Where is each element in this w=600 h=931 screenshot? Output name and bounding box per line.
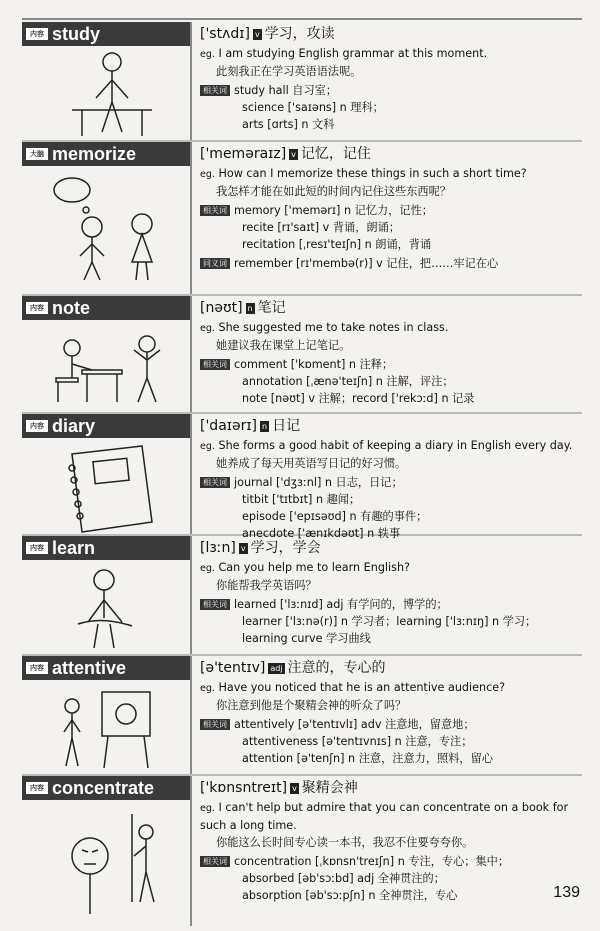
related-word: science ['saɪəns] n 理科；: [242, 101, 384, 114]
headword: diary: [52, 416, 96, 436]
entry-badge: 内容: [26, 420, 48, 432]
related-word: learned ['lɜːnɪd] adj 有学问的，博学的；: [234, 598, 448, 611]
word-header: [22, 656, 190, 680]
meaning: 聚精会神: [301, 780, 358, 796]
meaning: 日记: [272, 418, 301, 434]
entry-attentive: [22, 656, 582, 776]
pronunciation: ['meməraɪz]: [200, 146, 287, 162]
meaning: 注意的，专心的: [287, 660, 386, 676]
illustration-note-taking-icon: [42, 326, 172, 406]
related-word: episode ['epɪsəʊd] n 有趣的事件；: [242, 510, 428, 523]
entry-learn: [22, 536, 582, 656]
entry-badge: 内容: [26, 662, 48, 674]
word-header: [22, 296, 190, 320]
related-word: attention [ə'tenʃn] n 注意，注意力，照料，留心: [242, 752, 493, 765]
related-word: absorbed [əb'sɔːbd] adj 全神贯注的；: [242, 872, 445, 885]
entry-left-panel: [22, 142, 192, 294]
example-en: I am studying English grammar at this moment.: [218, 47, 488, 60]
related-word: note [nəʊt] v 注解；record ['rekɔːd] n 记录: [242, 392, 475, 405]
illustration-notebook-icon: [42, 444, 172, 534]
illustration-thinking-people-icon: [42, 172, 172, 282]
related-tag: 相关词: [200, 599, 230, 610]
part-of-speech: n: [247, 304, 253, 313]
synonym-word: remember [rɪ'membə(r)] v 记住，把……牢记在心: [234, 257, 499, 270]
related-tag: 相关词: [200, 477, 230, 488]
entry-badge: 内容: [26, 782, 48, 794]
meaning: 记忆，记住: [300, 146, 371, 162]
pronunciation: ['daɪərɪ]: [200, 418, 258, 434]
related-word: journal ['dʒɜːnl] n 日志，日记；: [234, 476, 403, 489]
example-label: eg.: [200, 323, 215, 334]
illustration-student-icon: [42, 52, 172, 137]
example-en: Can you help me to learn English?: [218, 561, 410, 574]
word-header: [22, 414, 190, 438]
entry-study: [22, 22, 582, 142]
entry-left-panel: [22, 536, 192, 654]
related-word: memory ['memərɪ] n 记忆力，记性；: [234, 204, 433, 217]
entry-badge: 内容: [26, 28, 48, 40]
example-label: eg.: [200, 441, 215, 452]
example-en: She forms a good habit of keeping a diary in English every day.: [218, 439, 573, 452]
pronunciation: [lɜːn]: [200, 540, 236, 556]
example-en: She suggested me to take notes in class.: [218, 321, 449, 334]
example-label: eg.: [200, 683, 215, 694]
part-of-speech: v: [291, 150, 296, 159]
headword: note: [52, 298, 90, 318]
word-header: [22, 536, 190, 560]
part-of-speech: n: [262, 422, 268, 431]
meaning: 学习，攻读: [264, 26, 335, 42]
related-word: recite [rɪ'saɪt] v 背诵，朗诵；: [242, 221, 400, 234]
pronunciation: ['kɒnsntreɪt]: [200, 780, 288, 796]
word-header: [22, 142, 190, 166]
related-word: anecdote ['ænɪkdəʊt] n 轶事: [242, 527, 401, 540]
headword: attentive: [52, 658, 127, 678]
related-word: concentration [ˌkɒnsn'treɪʃn] n 专注，专心；集中；: [234, 855, 510, 868]
entry-note: [22, 296, 582, 414]
example-label: eg.: [200, 803, 215, 814]
part-of-speech: v: [240, 544, 246, 553]
word-header: [22, 22, 190, 46]
entry-memorize: [22, 142, 582, 296]
related-tag: 相关词: [200, 85, 230, 96]
headword: study: [52, 24, 101, 44]
illustration-audience-board-icon: [42, 686, 172, 771]
word-header: [22, 776, 190, 800]
related-tag: 相关词: [200, 205, 230, 216]
entry-definition: [200, 414, 582, 542]
pronunciation: [nəʊt]: [200, 300, 243, 316]
meaning: 学习，学会: [250, 540, 321, 556]
example-cn: 你能帮我学英语吗？: [216, 579, 317, 592]
pronunciation: [ə'tentɪv]: [200, 660, 266, 676]
part-of-speech: adj: [270, 664, 283, 673]
related-tag: 相关词: [200, 856, 230, 867]
related-word: study hall 自习室；: [234, 84, 338, 97]
entry-left-panel: [22, 776, 192, 926]
entry-left-panel: [22, 656, 192, 774]
example-label: eg.: [200, 563, 215, 574]
example-cn: 此刻我正在学习英语语法呢。: [216, 65, 362, 78]
related-tag: 相关词: [200, 359, 230, 370]
example-label: eg.: [200, 169, 215, 180]
related-word: learner ['lɜːnə(r)] n 学习者；learning ['lɜːnɪŋ] n 学习；: [242, 615, 537, 628]
entry-left-panel: [22, 414, 192, 534]
part-of-speech: v: [254, 30, 260, 39]
example-cn: 她养成了每天用英语写日记的好习惯。: [216, 457, 407, 470]
page-number: 139: [553, 884, 580, 901]
entry-badge: 内容: [26, 302, 48, 314]
illustration-reading-person-icon: [42, 566, 172, 651]
entry-definition: [200, 22, 582, 133]
headword: memorize: [52, 144, 137, 164]
example-cn: 你能这么长时间专心读一本书，我忍不住要夸夸你。: [216, 836, 474, 849]
example-en: I can't help but admire that you can concentrate on a book for such a long time.: [200, 801, 569, 832]
related-word: annotation [ˌænə'teɪʃn] n 注解，评注；: [242, 375, 454, 388]
related-word: attentively [ə'tentɪvlɪ] adv 注意地，留意地；: [234, 718, 475, 731]
related-word: arts [ɑrts] n 文科: [242, 118, 335, 131]
entry-definition: [200, 776, 582, 904]
entry-definition: [200, 142, 582, 272]
example-en: Have you noticed that he is an attentive audience?: [218, 681, 506, 694]
part-of-speech: v: [292, 784, 297, 793]
example-label: eg.: [200, 49, 215, 60]
related-word: attentiveness [ə'tentɪvnɪs] n 注意，专注；: [242, 735, 473, 748]
related-word: comment ['kɒment] n 注释；: [234, 358, 394, 371]
pronunciation: ['stʌdɪ]: [200, 26, 250, 42]
related-word: recitation [ˌresɪ'teɪʃn] n 朗诵，背诵: [242, 238, 432, 251]
meaning: 笔记: [257, 300, 286, 316]
related-word: absorption [əb'sɔːpʃn] n 全神贯注，专心: [242, 889, 458, 902]
entry-definition: [200, 296, 582, 407]
example-en: How can I memorize these things in such a short time?: [218, 167, 527, 180]
headword: learn: [52, 538, 96, 558]
entry-left-panel: [22, 22, 192, 140]
top-rule: [22, 18, 582, 20]
entry-definition: [200, 656, 582, 767]
related-tag: 相关词: [200, 719, 230, 730]
headword: concentrate: [52, 778, 155, 798]
entry-diary: [22, 414, 582, 540]
synonym-tag: 同义词: [200, 258, 230, 269]
entry-badge: 内容: [26, 542, 48, 554]
related-word: titbit ['tɪtbɪt] n 趣闻；: [242, 493, 361, 506]
example-cn: 她建议我在课堂上记笔记。: [216, 339, 351, 352]
example-cn: 你注意到他是个聚精会神的听众了吗？: [216, 699, 407, 712]
entry-badge: 大脑: [26, 148, 48, 160]
entry-concentrate: [22, 776, 582, 926]
entry-left-panel: [22, 296, 192, 412]
related-word: learning curve 学习曲线: [242, 632, 371, 645]
example-cn: 我怎样才能在如此短的时间内记住这些东西呢？: [216, 185, 451, 198]
entry-definition: [200, 536, 582, 647]
illustration-focused-person-icon: [42, 806, 172, 916]
